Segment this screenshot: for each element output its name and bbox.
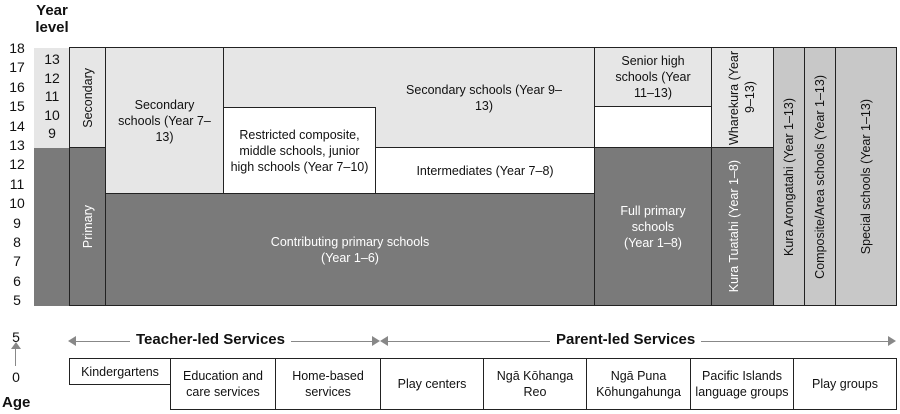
age-tick: 16 <box>9 78 25 95</box>
arrow-left-icon <box>380 336 388 346</box>
age-tick: 14 <box>9 117 25 134</box>
year-level-title: Year level <box>35 2 69 36</box>
age-tick: 18 <box>9 40 25 56</box>
primary-label: Primary <box>80 204 95 249</box>
kura-arongatahi: Kura Arongatahi (Year 1–13) <box>773 47 805 306</box>
secondary-schools-7-13: Secondary schools (Year 7–13) <box>105 47 224 194</box>
year-level-tick: 11 <box>44 88 60 104</box>
year-level-tick: 9 <box>48 125 56 141</box>
service-kohanga-reo: Ngā Kōhanga Reo <box>483 358 587 410</box>
secondary-label: Secondary <box>80 67 95 128</box>
wharekura: Wharekura (Year 9–13) <box>711 47 774 148</box>
arrow-right-icon <box>372 336 380 346</box>
service-play-groups: Play groups <box>793 358 897 410</box>
primary-age-band <box>34 148 70 306</box>
service-education-care: Education and care services <box>170 358 276 410</box>
composite-area-schools: Composite/Area schools (Year 1–13) <box>804 47 836 306</box>
age-up-arrow-line <box>15 346 16 366</box>
service-home-based: Home-based services <box>275 358 381 410</box>
senior-high-schools: Senior high schools (Year 11–13) <box>594 47 712 107</box>
age-tick: 11 <box>9 175 25 192</box>
full-primary-schools: Full primary schools (Year 1–8) <box>594 147 712 306</box>
year-level-tick: 10 <box>44 106 60 123</box>
primary-label-box <box>69 147 106 306</box>
service-puna-kohungahunga: Ngā Puna Kōhungahunga <box>586 358 691 410</box>
year-level-tick: 12 <box>44 69 60 86</box>
age-tick: 9 <box>13 214 21 231</box>
restricted-composite: Restricted composite, middle schools, junior high schools (Year 7–10) <box>223 107 376 194</box>
intermediates: Intermediates (Year 7–8) <box>375 147 595 194</box>
contributing-primary-schools: Contributing primary schools (Year 1–6) <box>105 193 595 306</box>
secondary-schools-9-13: Secondary schools (Year 9–13) <box>223 47 595 148</box>
age-title: Age <box>2 394 31 411</box>
age-tick: 13 <box>9 137 25 153</box>
age-tick: 8 <box>13 234 21 250</box>
age-tick: 10 <box>9 195 25 212</box>
up-arrow-icon <box>11 342 21 349</box>
age-tick: 15 <box>9 98 25 115</box>
parent-led-title: Parent-led Services <box>550 331 701 348</box>
age-tick: 7 <box>13 253 21 270</box>
age-tick: 5 <box>13 292 21 309</box>
service-kindergartens: Kindergartens <box>69 358 171 385</box>
year-level-tick: 13 <box>44 51 60 67</box>
age-tick: 6 <box>13 272 21 289</box>
early-age-top: 5 <box>12 329 20 345</box>
arrow-right-icon <box>888 336 896 346</box>
secondary-label-box <box>69 47 106 148</box>
service-pacific-islands: Pacific Islands language groups <box>690 358 794 410</box>
arrow-left-icon <box>68 336 76 346</box>
age-tick: 17 <box>9 59 25 76</box>
kura-tuatahi: Kura Tuatahi (Year 1–8) <box>711 147 774 306</box>
teacher-led-title: Teacher-led Services <box>130 331 291 348</box>
special-schools: Special schools (Year 1–13) <box>835 47 897 306</box>
age-tick: 12 <box>9 156 25 173</box>
service-play-centers: Play centers <box>380 358 484 410</box>
early-age-bottom: 0 <box>12 369 20 385</box>
